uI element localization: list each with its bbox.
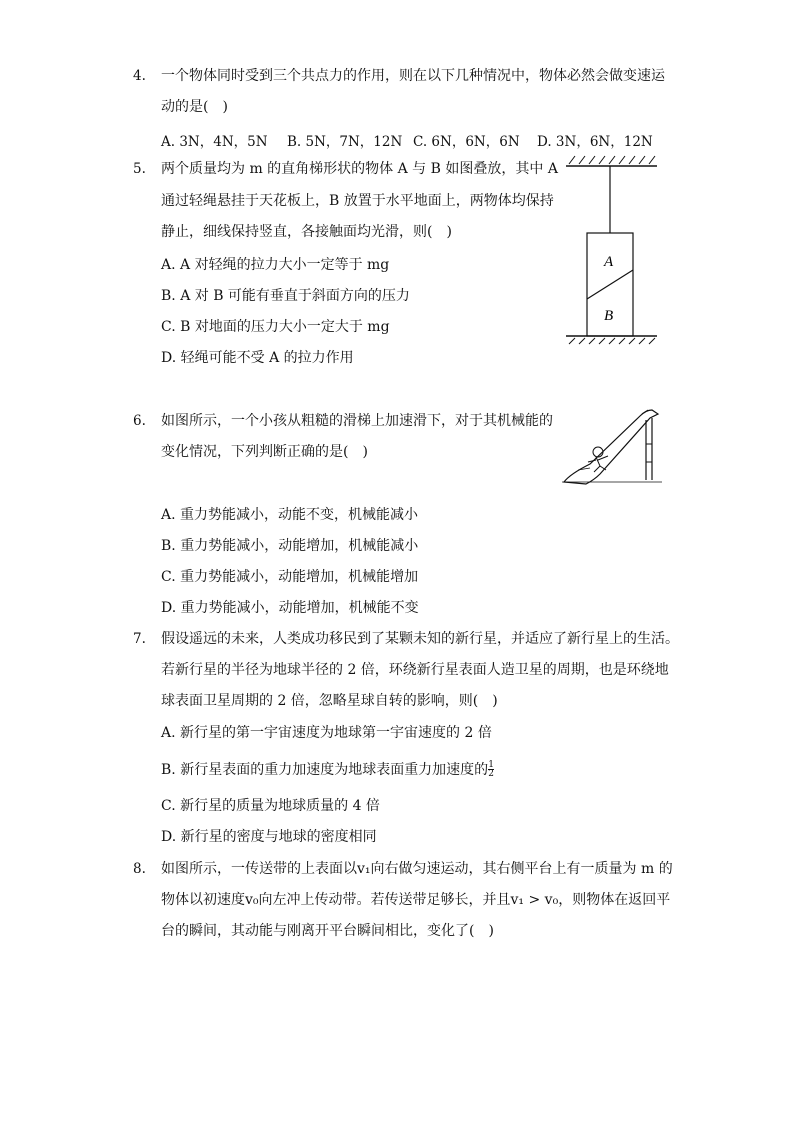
option-c[interactable]: C. B 对地面的压力大小一定大于 mg — [161, 319, 390, 335]
option-d[interactable]: D. 3N，6N，12N — [537, 134, 653, 150]
question-text-line: 一个物体同时受到三个共点力的作用，则在以下几种情况中，物体必然会做变速运 — [161, 68, 665, 84]
option-d[interactable]: D. 重力势能减小，动能增加，机械能不变 — [161, 600, 419, 616]
option-a[interactable]: A. 重力势能减小，动能不变，机械能减小 — [161, 507, 419, 523]
option-b[interactable]: B. A 对 B 可能有垂直于斜面方向的压力 — [161, 288, 410, 304]
option-c[interactable]: C. 重力势能减小，动能增加，机械能增加 — [161, 569, 419, 585]
question-text-line: 两个质量均为 m 的直角梯形状的物体 A 与 B 如图叠放，其中 A — [161, 161, 558, 177]
question-text-line: 动的是( ) — [161, 99, 228, 115]
question-text-line: 变化情况，下列判断正确的是( ) — [161, 444, 368, 460]
question-number: 8. — [133, 861, 146, 877]
question-number: 5. — [133, 161, 146, 177]
option-a[interactable]: A. A 对轻绳的拉力大小一定等于 mg — [161, 257, 390, 273]
option-b-text: B. 新行星表面的重力加速度为地球表面重力加速度的 — [161, 762, 489, 778]
slide-figure — [560, 404, 664, 486]
option-c[interactable]: C. 新行星的质量为地球质量的 4 倍 — [161, 798, 380, 814]
option-a[interactable]: A. 3N，4N，5N — [161, 134, 268, 150]
option-c[interactable]: C. 6N，6N，6N — [413, 134, 520, 150]
question-text-line: 球表面卫星周期的 2 倍，忽略星球自转的影响，则( ) — [161, 693, 498, 709]
question-text-line: 假设遥远的未来，人类成功移民到了某颗未知的新行星，并适应了新行星上的生活。 — [161, 631, 679, 647]
option-d[interactable]: D. 新行星的密度与地球的密度相同 — [161, 829, 377, 845]
option-b[interactable] — [161, 760, 494, 780]
question-text-line: 通过轻绳悬挂于天花板上，B 放置于水平地面上，两物体均保持 — [161, 193, 554, 209]
question-text-line: 台的瞬间，其动能与刚离开平台瞬间相比，变化了( ) — [161, 923, 494, 939]
block-b-label: B — [604, 308, 614, 324]
question-text-line: 如图所示，一个小孩从粗糙的滑梯上加速滑下，对于其机械能的 — [161, 413, 553, 429]
question-number: 6. — [133, 413, 146, 429]
hanging-blocks-figure — [560, 150, 660, 350]
fraction-one-half: $\frac{1}{2}$ — [488, 760, 494, 779]
block-a-label: A — [604, 254, 614, 270]
option-d[interactable]: D. 轻绳可能不受 A 的拉力作用 — [161, 350, 354, 366]
question-text-line: 静止，细线保持竖直，各接触面均光滑，则( ) — [161, 224, 452, 240]
question-number: 4. — [133, 68, 146, 84]
question-text-line: 如图所示，一传送带的上表面以v₁向右做匀速运动，其右侧平台上有一质量为 m 的 — [161, 861, 673, 877]
option-b[interactable]: B. 5N，7N，12N — [287, 134, 403, 150]
question-text-line: 物体以初速度v₀向左冲上传动带。若传送带足够长，并且v₁ > v₀，则物体在返回平 — [161, 892, 671, 908]
question-text-line: 若新行星的半径为地球半径的 2 倍，环绕新行星表面人造卫星的周期，也是环绕地 — [161, 662, 669, 678]
option-b[interactable]: B. 重力势能减小，动能增加，机械能减小 — [161, 538, 419, 554]
question-number: 7. — [133, 631, 146, 647]
option-a[interactable]: A. 新行星的第一宇宙速度为地球第一宇宙速度的 2 倍 — [161, 725, 492, 741]
